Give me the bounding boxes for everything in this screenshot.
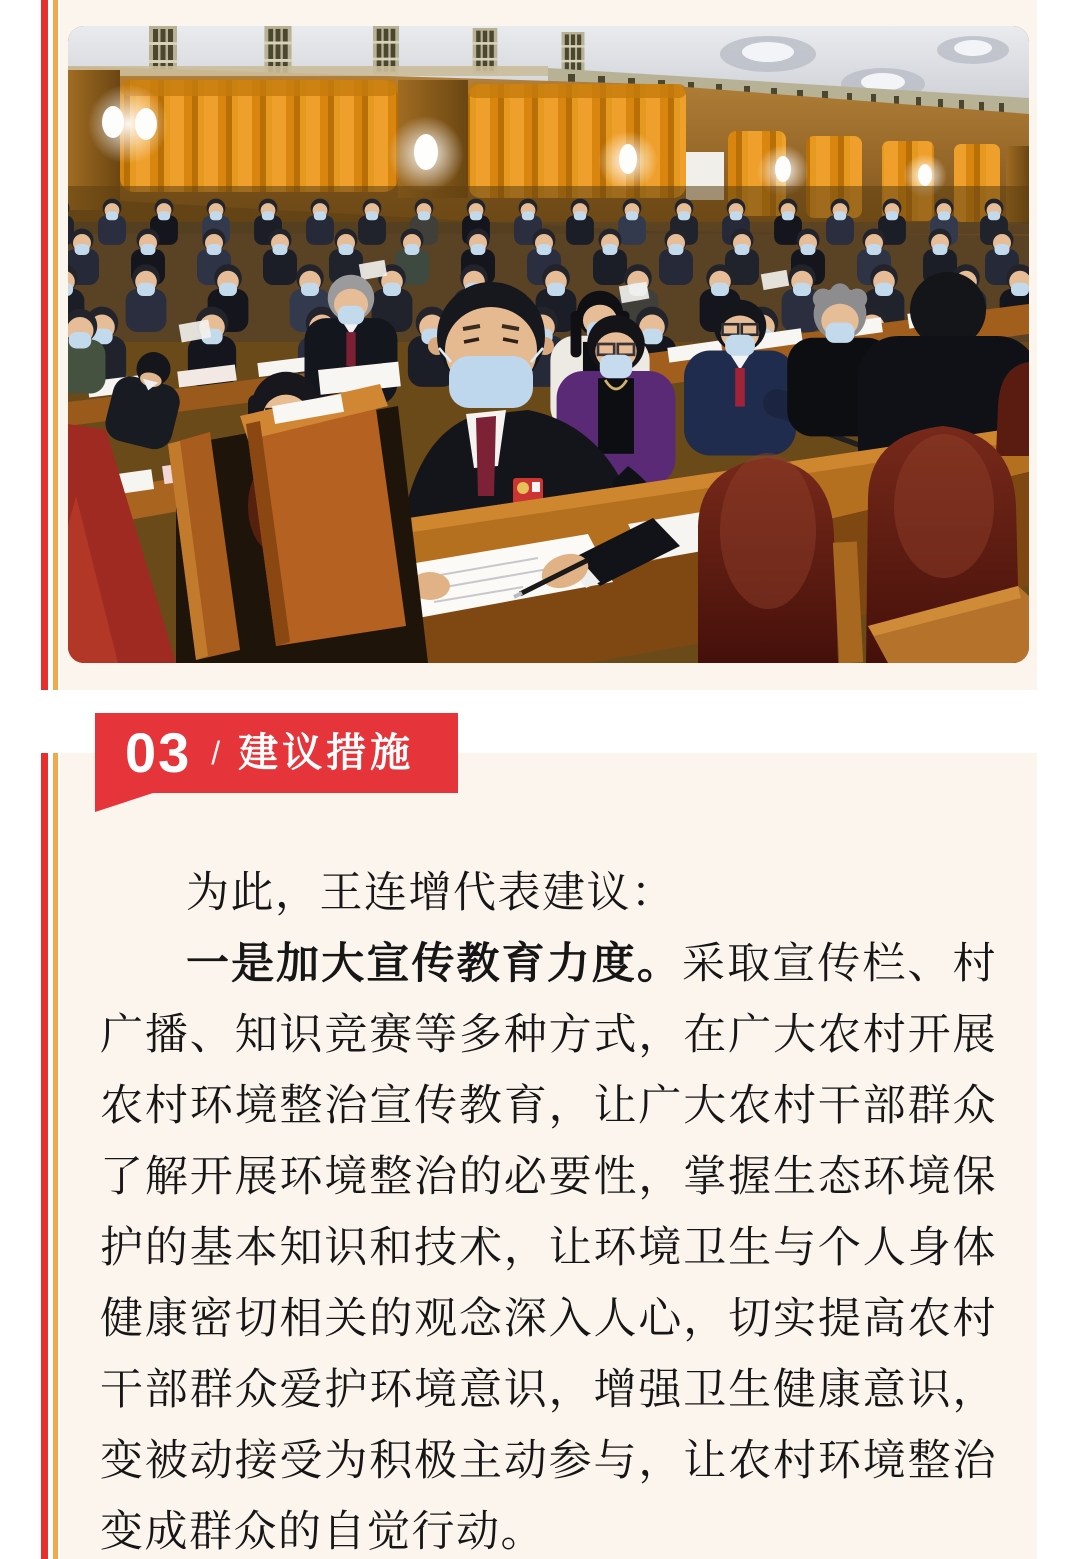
text-section xyxy=(0,721,1080,1559)
section-badge xyxy=(95,713,458,793)
left-orange-bar xyxy=(53,753,58,1559)
section-title: 建议措施 xyxy=(238,731,415,775)
assembly-photo[interactable] xyxy=(68,26,1029,663)
photo-panel xyxy=(60,0,1037,690)
left-red-bar xyxy=(41,753,48,1559)
assembly-photo-illustration xyxy=(68,26,1029,663)
section-number: 03 xyxy=(125,721,192,784)
measure-one-body: 采取宣传栏、村广播、知识竞赛等多种方式，在广大农村开展农村环境整治宣传教育，让广大农村干部群众了解开展环境整治的必要性，掌握生态环境保护的基本知识和技术，让环境卫生与个人身体健康密切相关的观念深入人心，切实提高农村干部群众爱护环境意识，增强卫生健康意识，变被动接受为积极主动参与，让农村环境整治变成群众的自觉行动。 xyxy=(100,940,998,1556)
left-red-bar xyxy=(41,0,48,690)
paragraph-intro: 为此，王连增代表建议： xyxy=(186,869,676,917)
paragraph-measure-one xyxy=(100,929,997,1559)
photo-section xyxy=(0,0,1080,690)
left-orange-bar xyxy=(53,0,58,690)
badge-tail-triangle xyxy=(95,793,153,812)
measure-one-lead: 一是加大宣传教育力度。 xyxy=(186,940,682,988)
section-separator: / xyxy=(211,735,221,771)
text-panel xyxy=(60,721,1037,1559)
